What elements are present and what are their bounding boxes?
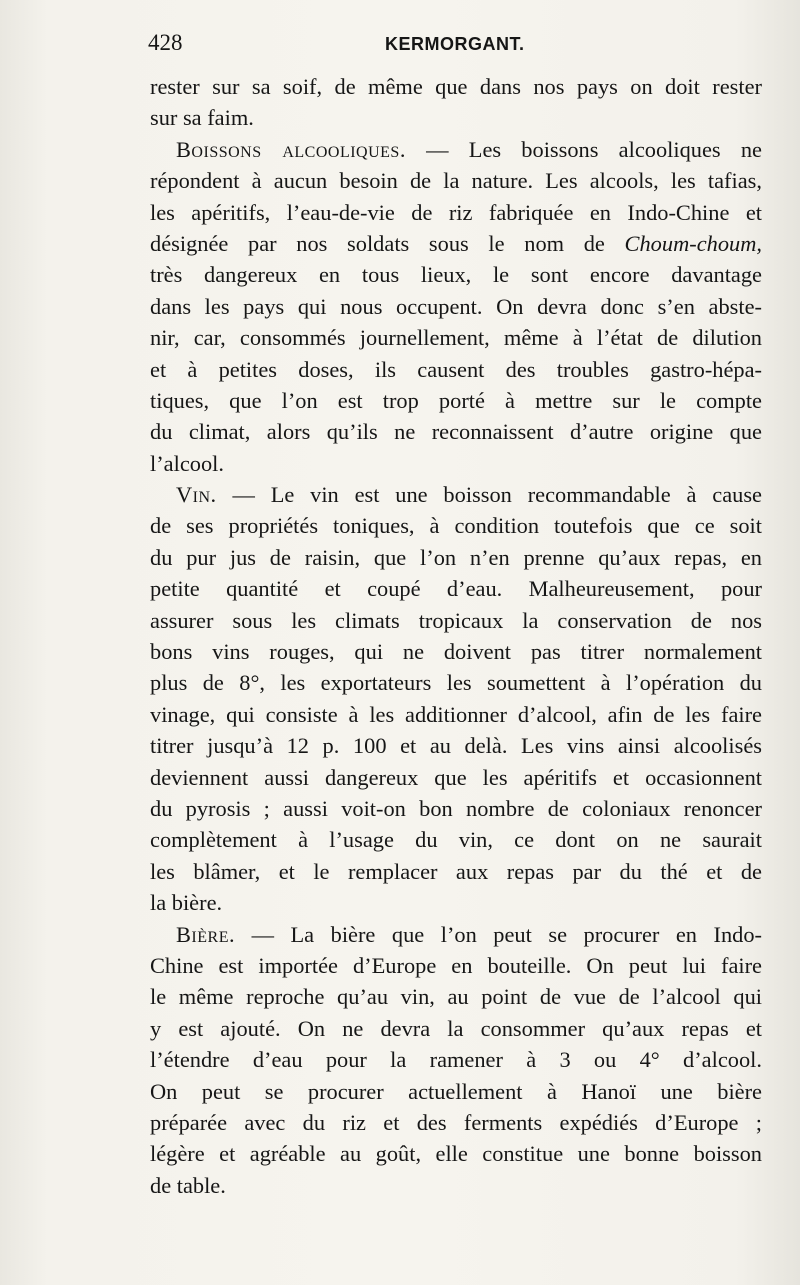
section-heading: Bière. <box>176 921 236 947</box>
text-line: plus de 8°, les exportateurs les soumettent à l’opération du <box>150 670 762 696</box>
text-line: Chine est importée d’Europe en bouteille. On peut lui faire <box>150 952 762 978</box>
text-line: la bière. <box>150 890 223 916</box>
text-line: les apéritifs, l’eau-de-vie de riz fabriquée en Indo-Chine et <box>150 199 762 225</box>
text-line: de ses propriétés toniques, à condition toutefois que ce soit <box>150 513 762 539</box>
text-line: complètement à l’usage du vin, ce dont on ne saurait <box>150 827 762 853</box>
text-line: très dangereux en tous lieux, le sont encore davantage <box>150 262 762 288</box>
page-header <box>148 30 748 66</box>
section-heading: Boissons alcooliques. <box>176 136 406 162</box>
text-line: y est ajouté. On ne devra la consommer qu’aux repas et <box>150 1015 762 1041</box>
text-line: bons vins rouges, qui ne doivent pas titrer normalement <box>150 639 762 665</box>
text-line: légère et agréable au goût, elle constitue une bonne boisson <box>150 1141 762 1167</box>
text-line: l’alcool. <box>150 450 224 476</box>
text-line <box>150 228 762 259</box>
text-line <box>150 479 762 510</box>
paragraph-biere <box>150 919 762 1202</box>
text-fragment: — Le vin est une boisson recommandable à cause <box>216 482 762 508</box>
text-line <box>150 134 762 165</box>
paragraph-1 <box>150 71 762 134</box>
text-fragment: — La bière que l’on peut se procurer en Indo- <box>235 921 762 947</box>
text-line: dans les pays qui nous occupent. On devra donc s’en abste- <box>150 293 762 319</box>
text-line: l’étendre d’eau pour la ramener à 3 ou 4° d’alcool. <box>150 1047 762 1073</box>
text-line: le même reproche qu’au vin, au point de vue de l’alcool qui <box>150 984 762 1010</box>
italic-term: Choum-choum, <box>624 230 762 256</box>
text-line: sur sa faim. <box>150 105 254 131</box>
text-line: petite quantité et coupé d’eau. Malheureusement, pour <box>150 576 762 602</box>
text-line: du climat, alors qu’ils ne reconnaissent d’autre origine que <box>150 419 762 445</box>
text-line <box>150 919 762 950</box>
text-line: du pur jus de raisin, que l’on n’en prenne qu’aux repas, en <box>150 544 762 570</box>
text-line: nir, car, consommés journellement, même à l’état de dilution <box>150 325 762 351</box>
text-line: rester sur sa soif, de même que dans nos pays on doit rester <box>150 74 762 99</box>
text-line: tiques, que l’on est trop porté à mettre sur le compte <box>150 387 762 413</box>
text-line: les blâmer, et le remplacer aux repas par du thé et de <box>150 858 762 884</box>
text-line: deviennent aussi dangereux que les apéritifs et occasionnent <box>150 764 762 790</box>
text-line: répondent à aucun besoin de la nature. Les alcools, les tafias, <box>150 168 762 194</box>
text-line: titrer jusqu’à 12 p. 100 et au delà. Les vins ainsi alcoolisés <box>150 733 762 759</box>
running-head: KERMORGANT. <box>385 34 525 54</box>
text-line: du pyrosis ; aussi voit-on bon nombre de coloniaux renoncer <box>150 795 762 821</box>
text-line: de table. <box>150 1172 226 1198</box>
text-line: assurer sous les climats tropicaux la conservation de nos <box>150 607 762 633</box>
text-line: préparée avec du riz et des ferments expédiés d’Europe ; <box>150 1109 762 1135</box>
paragraph-boissons-alcooliques <box>150 134 762 479</box>
page-number: 428 <box>148 30 183 55</box>
text-line: On peut se procurer actuellement à Hanoï une bière <box>150 1078 762 1104</box>
text-fragment: — Les boissons alcooliques ne <box>405 136 762 162</box>
text-line: et à petites doses, ils causent des troubles gastro-hépa- <box>150 356 762 382</box>
section-heading: Vin. <box>176 482 217 508</box>
text-fragment: désignée par nos soldats sous le nom de <box>150 230 625 256</box>
text-line: vinage, qui consiste à les additionner d’alcool, afin de les faire <box>150 701 762 727</box>
body-text <box>150 71 762 1201</box>
paragraph-vin <box>150 479 762 918</box>
